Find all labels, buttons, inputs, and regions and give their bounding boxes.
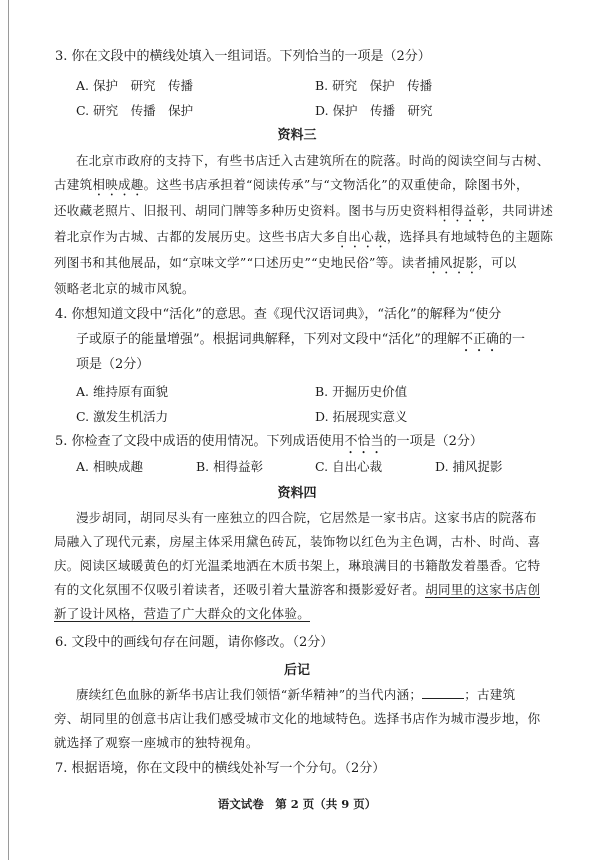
s3-line-5-a: 列图书和其他展品，如“京味文学”“口述历史”“史地民俗”等。读者 xyxy=(54,255,427,270)
idiom-bufeng-zhuoying: 捕风捉影 xyxy=(426,255,479,270)
s3-line-4 xyxy=(54,225,554,251)
s3-line-5 xyxy=(54,251,540,277)
afterword-title: 后记 xyxy=(283,663,310,678)
idiom-xiangde-yizhang: 相得益彰 xyxy=(438,203,490,218)
q4-option-d: D. 拓展现实意义 xyxy=(315,409,408,424)
page-footer: 语文试卷 第 2 页（共 9 页） xyxy=(217,797,377,811)
s3-line-6 xyxy=(54,277,540,301)
s3-line-6-text: 领略老北京的城市风貌。 xyxy=(54,281,195,296)
s4-line-4-text: 有的文化氛围不仅吸引着读者，还吸引着大量游客和摄影爱好者。 xyxy=(54,582,426,597)
underlined-sentence-part-2: 新了设计风格，营造了广大群众的文化体验。 xyxy=(54,606,311,621)
q5-emphasis-inappropriate: 不恰当 xyxy=(344,434,384,449)
s3-line-2-a: 古建筑 xyxy=(54,177,93,192)
q5-text-pre: 5. 你检查了文段中成语的使用情况。下列成语使用 xyxy=(55,434,345,449)
afterword-line-2: 旁、胡同里的创意书店让我们感受城市文化的地域特色。选择书店作为城市漫步地，你 xyxy=(54,711,541,726)
s3-line-4-b: ，选择具有地域特色的主题陈 xyxy=(386,229,554,244)
q5-option-d: D. 捕风捉影 xyxy=(435,459,503,474)
q4-line-2-end: 的一 xyxy=(498,332,525,347)
question-4-line-3: 项是（2分） xyxy=(76,357,150,372)
question-7-text: 7. 根据语境，你在文段中的横线处补写一个分句。（2分） xyxy=(55,761,386,776)
s3-line-3 xyxy=(54,199,554,225)
q5-text-post: 的一项是（2分） xyxy=(383,434,483,449)
q5-option-a: A. 相映成趣 xyxy=(76,459,143,474)
s3-line-3-b: ，共同讲述 xyxy=(489,203,554,218)
idiom-xiangying-chengqu: 相映成趣 xyxy=(92,177,144,192)
s4-line-4 xyxy=(54,578,540,602)
s3-line-4-a: 着北京作为古城、古都的发展历史。这些书店大多 xyxy=(54,229,336,244)
s3-line-1-text: 在北京市政府的支持下，有些书店迁入古建筑所在的院落。时尚的阅读空间与古树、 xyxy=(76,153,550,168)
fill-in-blank[interactable] xyxy=(422,686,464,699)
question-3-text: 3. 你在文段中的横线处填入一组词语。下列恰当的一项是（2分） xyxy=(55,49,431,64)
afterword-line-1-text: 赓续红色血脉的新华书店让我们领悟“新华精神”的当代内涵； xyxy=(76,687,423,702)
section-4-paragraph xyxy=(54,506,541,626)
q4-option-a: A. 维持原有面貌 xyxy=(76,384,168,399)
section-3-paragraph xyxy=(54,149,554,301)
s4-line-5 xyxy=(54,602,540,626)
q3-option-d: D. 保护 传播 研究 xyxy=(315,103,433,118)
s4-line-3: 庆。阅读区域暖黄色的灯光温柔地洒在木质书架上，琳琅满目的书籍散发着墨香。它特 xyxy=(54,558,541,573)
s3-line-2-b: 。这些书店承担着“阅读传承”与“文物活化”的双重使命，除图书外， xyxy=(143,177,529,192)
q3-option-b: B. 研究 保护 传播 xyxy=(315,78,433,93)
underlined-sentence-part-1: 胡同里的这家书店创 xyxy=(425,582,541,597)
question-5-text xyxy=(55,433,483,457)
q5-option-c: C. 自出心裁 xyxy=(315,459,383,474)
section-4-title: 资料四 xyxy=(277,486,317,501)
afterword-line-1-end: ；古建筑 xyxy=(464,687,516,702)
q4-option-b: B. 开掘历史价值 xyxy=(315,384,408,399)
s4-line-2: 局融入了现代元素，房屋主体采用黛色砖瓦，装饰物以红色为主色调，古朴、时尚、喜 xyxy=(54,534,541,549)
question-4-line-1: 4. 你想知道文段中“活化”的意思。查《现代汉语词典》，“活化”的解释为“使分 xyxy=(55,307,502,322)
q5-option-b: B. 相得益彰 xyxy=(196,459,264,474)
s3-line-2 xyxy=(54,173,540,199)
s4-line-1: 漫步胡同，胡同尽头有一座独立的四合院，它居然是一家书店。这家书店的院落布 xyxy=(76,510,537,525)
question-6-text: 6. 文段中的画线句存在问题，请你修改。（2分） xyxy=(55,635,334,650)
section-3-title: 资料三 xyxy=(277,128,317,143)
afterword-paragraph xyxy=(54,683,541,755)
s3-line-1 xyxy=(76,149,550,173)
s3-line-5-b: ，可以 xyxy=(478,255,517,270)
afterword-line-1 xyxy=(76,683,540,707)
q3-option-c: C. 研究 传播 保护 xyxy=(76,103,194,118)
q3-option-a: A. 保护 研究 传播 xyxy=(76,78,193,93)
question-4-line-2 xyxy=(76,331,525,355)
idiom-zichu-xincai: 自出心裁 xyxy=(335,229,387,244)
q4-line-2-text: 子或原子的能量增强”。根据词典解释，下列对文段中“活化”的理解 xyxy=(76,332,460,347)
afterword-line-3: 就选择了观察一座城市的独特视角。 xyxy=(54,735,259,750)
q4-emphasis-incorrect: 不正确 xyxy=(459,332,499,347)
q4-option-c: C. 激发生机活力 xyxy=(76,409,169,424)
s3-line-3-a: 还收藏老照片、旧报刊、胡同门牌等多种历史资料。图书与历史资料 xyxy=(54,203,439,218)
